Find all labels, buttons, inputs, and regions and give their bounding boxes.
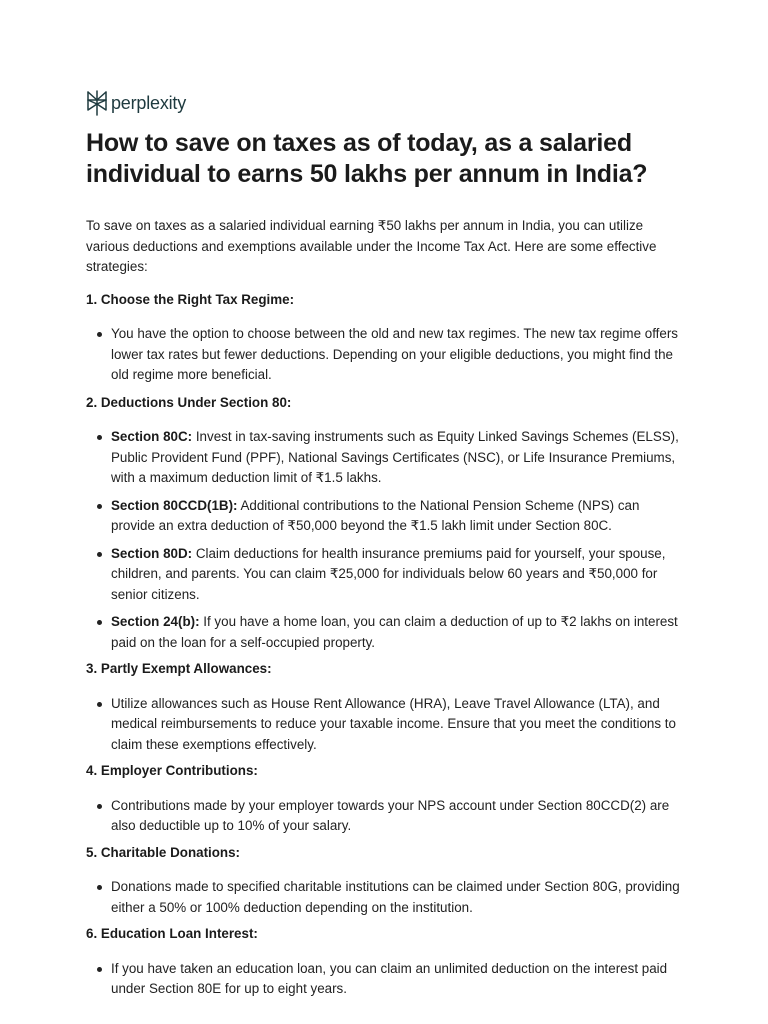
section-heading: 2. Deductions Under Section 80:	[86, 394, 292, 410]
item-text: Utilize allowances such as House Rent Allowance (HRA), Leave Travel Allowance (LTA), and medical reimbursements to reduce your taxable income. Ensure that you meet the conditions to claim these exemptions effectively.	[111, 695, 676, 752]
section-heading: 1. Choose the Right Tax Regime:	[86, 291, 295, 307]
section-heading: 4. Employer Contributions:	[86, 763, 258, 778]
item-text: You have the option to choose between the old and new tax regimes. The new tax regime offers lower tax rates but fewer deductions. Depending on your eligible deductions, you might find the old regime more beneficial.	[111, 326, 678, 382]
bullet-list	[86, 694, 686, 756]
item-text: Additional contributions to the National Pension Scheme (NPS) can provide an extra deduction of ₹50,000 beyond the ₹1.5 lakh limit under Section 80C.	[111, 497, 640, 533]
intro-paragraph: To save on taxes as a salaried individual earning ₹50 lakhs per annum in India, you can utilize various deductions and exemptions available under the Income Tax Act. Here are some effective strategies:	[86, 218, 657, 274]
bullet-list	[86, 959, 686, 1000]
list-item	[86, 877, 686, 918]
item-text: Donations made to specified charitable institutions can be claimed under Section 80G, providing either a 50% or 100% deduction depending on the institution.	[111, 879, 680, 915]
list-item	[86, 427, 686, 489]
answer-content	[86, 128, 686, 1000]
list-item	[86, 694, 686, 756]
brand-name: perplexity	[111, 93, 187, 113]
bullet-list	[86, 877, 686, 918]
item-text: Contributions made by your employer towards your NPS account under Section 80CCD(2) are also deductible up to 10% of your salary.	[111, 797, 670, 833]
item-term: Section 80D:	[111, 545, 193, 561]
sections-container	[86, 290, 686, 1000]
section-heading: 6. Education Loan Interest:	[86, 926, 258, 941]
page-title: How to save on taxes as of today, as a salaried individual to earns 50 lakhs per annum in India?	[86, 129, 648, 188]
item-term: Section 80CCD(1B):	[111, 497, 238, 513]
bullet-list	[86, 796, 686, 837]
list-item	[86, 959, 686, 1000]
bullet-list	[86, 324, 686, 386]
list-item	[86, 544, 686, 606]
section-heading: 5. Charitable Donations:	[86, 844, 241, 860]
list-item	[86, 324, 686, 386]
item-text: Claim deductions for health insurance premiums paid for yourself, your spouse, children, and parents. You can claim ₹25,000 for individuals below 60 years and ₹50,000 for senior citizens.	[111, 545, 666, 602]
list-item	[86, 796, 686, 837]
bullet-list	[86, 427, 686, 653]
item-term: Section 80C:	[111, 429, 193, 444]
list-item	[86, 612, 686, 653]
perplexity-logo-icon	[86, 90, 108, 116]
list-item	[86, 496, 686, 537]
brand-logo[interactable]	[86, 88, 186, 118]
item-text: Invest in tax-saving instruments such as Equity Linked Savings Schemes (ELSS), Public Provident Fund (PPF), National Savings Certificates (NSC), or Life Insurance Premiums, with a maximum deduction limit of ₹1.5 lakhs.	[111, 429, 679, 485]
item-term: Section 24(b):	[111, 614, 200, 629]
section-heading: 3. Partly Exempt Allowances:	[86, 661, 272, 676]
item-text: If you have a home loan, you can claim a deduction of up to ₹2 lakhs on interest paid on the loan for a self-occupied property.	[111, 614, 678, 650]
item-text: If you have taken an education loan, you can claim an unlimited deduction on the interest paid under Section 80E for up to eight years.	[111, 960, 668, 996]
